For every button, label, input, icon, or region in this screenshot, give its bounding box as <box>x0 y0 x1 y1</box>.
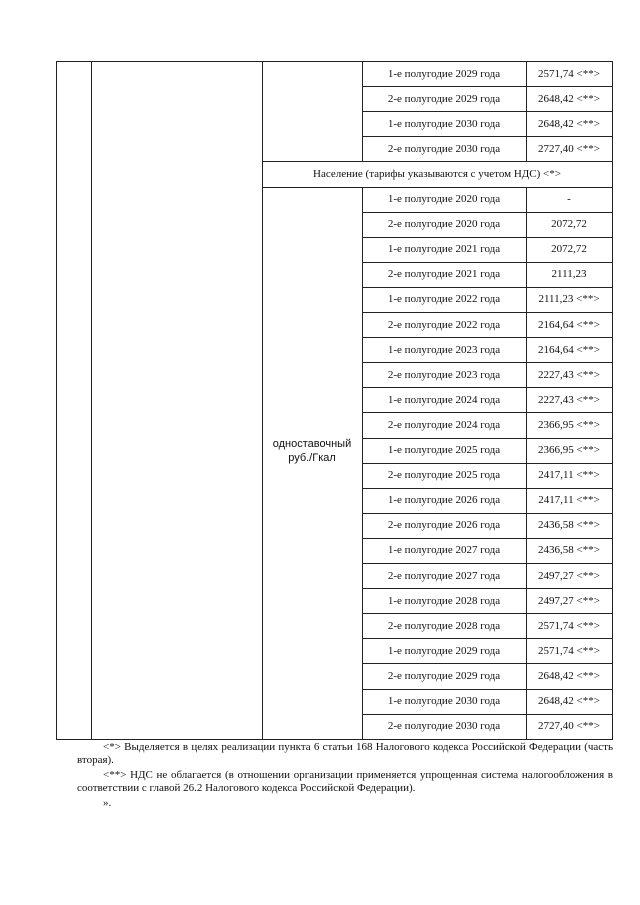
row-divider <box>362 237 612 238</box>
row-divider <box>362 212 612 213</box>
table-border-top <box>56 61 613 62</box>
table-border-col2 <box>262 61 263 739</box>
tariff-value-cell: 2727,40 <**> <box>538 142 600 155</box>
row-divider <box>362 563 612 564</box>
tariff-value-cell: 2227,43 <**> <box>538 368 600 381</box>
tariff-value-cell: 2571,74 <**> <box>538 644 600 657</box>
period-cell: 1-е полугодие 2021 года <box>387 243 501 256</box>
period-cell: 1-е полугодие 2022 года <box>387 293 501 306</box>
tariff-value-cell: 2111,23 <**> <box>538 293 600 306</box>
table-border-left <box>56 61 57 739</box>
period-cell: 2-е полугодие 2028 года <box>387 619 501 632</box>
period-cell: 2-е полугодие 2022 года <box>387 318 501 331</box>
tariff-value-cell: 2648,42 <**> <box>538 117 600 130</box>
period-cell: 2-е полугодие 2030 года <box>387 720 501 733</box>
header-border-top <box>262 161 612 162</box>
period-cell: 2-е полугодие 2023 года <box>387 368 501 381</box>
row-divider <box>362 538 612 539</box>
period-cell: 2-е полугодие 2029 года <box>387 92 501 105</box>
period-cell: 2-е полугодие 2029 года <box>387 669 501 682</box>
row-divider <box>362 638 612 639</box>
tariff-value-cell: 2648,42 <**> <box>538 695 600 708</box>
tariff-value-cell: - <box>567 193 571 206</box>
row-divider <box>362 714 612 715</box>
tariff-value-cell: 2648,42 <**> <box>538 92 600 105</box>
period-cell: 1-е полугодие 2023 года <box>387 343 501 356</box>
closing-quote: ». <box>103 797 112 809</box>
footnotes <box>77 741 613 812</box>
row-divider <box>362 463 612 464</box>
row-divider <box>362 689 612 690</box>
section-header-population: Население (тарифы указываются с учетом НДС) <*> <box>313 167 561 180</box>
row-divider <box>362 488 612 489</box>
period-cell: 1-е полугодие 2030 года <box>387 695 501 708</box>
tariff-value-cell: 2436,58 <**> <box>538 519 600 532</box>
header-border-bottom <box>262 187 612 188</box>
period-cell: 2-е полугодие 2021 года <box>387 268 501 281</box>
footnote-vat-included: <*> Выделяется в целях реализации пункта 6 статьи 168 Налогового кодекса Российской Федерации (часть вторая). <box>77 741 613 766</box>
table-border-bottom <box>56 739 613 740</box>
row-divider <box>362 312 612 313</box>
row-divider <box>362 438 612 439</box>
period-cell: 2-е полугодие 2030 года <box>387 142 501 155</box>
period-cell: 1-е полугодие 2029 года <box>387 644 501 657</box>
row-divider <box>362 287 612 288</box>
tariff-value-cell: 2417,11 <**> <box>538 469 600 482</box>
tariff-type: одноставочный <box>272 437 352 450</box>
row-divider <box>362 337 612 338</box>
period-cell: 1-е полугодие 2029 года <box>387 67 501 80</box>
tariff-value-cell: 2072,72 <box>551 243 587 256</box>
row-divider <box>362 262 612 263</box>
period-cell: 1-е полугодие 2020 года <box>387 193 501 206</box>
period-cell: 1-е полугодие 2028 года <box>387 594 501 607</box>
tariff-value-cell: 2227,43 <**> <box>538 393 600 406</box>
tariff-type-unit-cell <box>262 437 362 465</box>
row-divider <box>362 613 612 614</box>
footnote-vat-exempt: <**> НДС не облагается (в отношении организации применяется упрощенная система налогообложения в соответствии с главой 26.2 Налогового кодекса Российской Федерации). <box>77 769 613 794</box>
tariff-value-cell: 2164,64 <**> <box>538 318 600 331</box>
period-cell: 1-е полугодие 2025 года <box>387 444 501 457</box>
tariff-value-cell: 2436,58 <**> <box>538 544 600 557</box>
row-divider <box>362 663 612 664</box>
row-divider <box>362 412 612 413</box>
row-divider <box>362 136 612 137</box>
period-cell: 2-е полугодие 2024 года <box>387 418 501 431</box>
tariff-value-cell: 2727,40 <**> <box>538 720 600 733</box>
row-divider <box>362 588 612 589</box>
period-cell: 1-е полугодие 2024 года <box>387 393 501 406</box>
period-cell: 1-е полугодие 2030 года <box>387 117 501 130</box>
tariff-value-cell: 2111,23 <box>551 268 587 281</box>
row-divider <box>362 86 612 87</box>
tariff-value-cell: 2571,74 <**> <box>538 619 600 632</box>
table-border-col1 <box>91 61 92 739</box>
row-divider <box>362 387 612 388</box>
tariff-value-cell: 2497,27 <**> <box>538 594 600 607</box>
row-divider <box>362 513 612 514</box>
table-border-right <box>612 61 613 739</box>
row-divider <box>362 111 612 112</box>
tariff-value-cell: 2497,27 <**> <box>538 569 600 582</box>
tariff-value-cell: 2164,64 <**> <box>538 343 600 356</box>
period-cell: 2-е полугодие 2025 года <box>387 469 501 482</box>
tariff-value-cell: 2571,74 <**> <box>538 67 600 80</box>
tariff-value-cell: 2366,95 <**> <box>538 418 600 431</box>
tariff-value-cell: 2417,11 <**> <box>538 494 600 507</box>
period-cell: 1-е полугодие 2027 года <box>387 544 501 557</box>
period-cell: 1-е полугодие 2026 года <box>387 494 501 507</box>
tariff-value-cell: 2072,72 <box>551 218 587 231</box>
row-divider <box>362 362 612 363</box>
period-cell: 2-е полугодие 2027 года <box>387 569 501 582</box>
tariff-unit: руб./Гкал <box>288 451 336 464</box>
tariff-value-cell: 2366,95 <**> <box>538 444 600 457</box>
period-cell: 2-е полугодие 2020 года <box>387 218 501 231</box>
tariff-value-cell: 2648,42 <**> <box>538 669 600 682</box>
period-cell: 2-е полугодие 2026 года <box>387 519 501 532</box>
